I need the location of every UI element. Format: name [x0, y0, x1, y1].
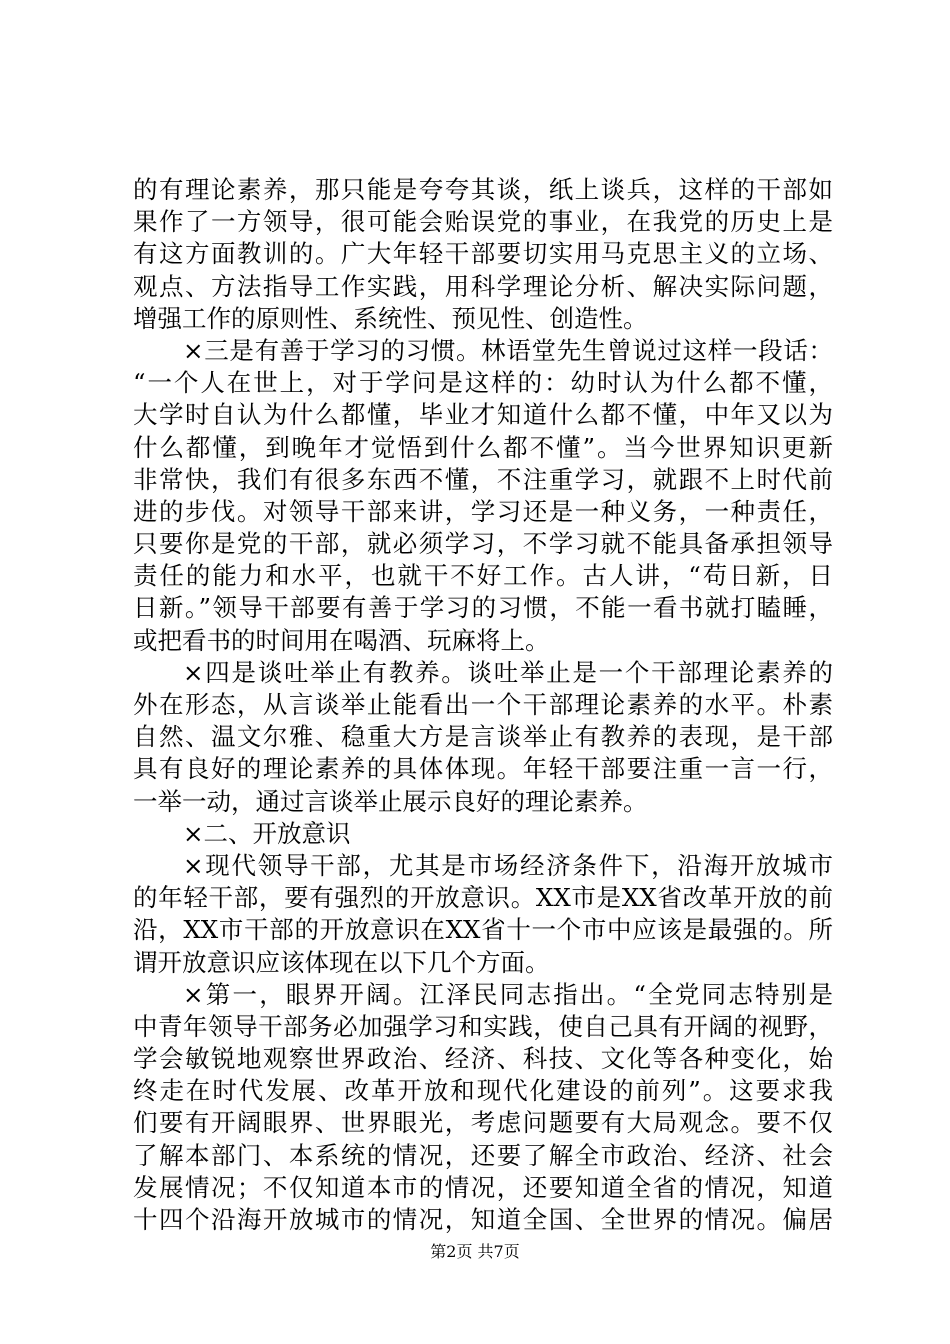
document-body [133, 174, 833, 1236]
text-line: 的年轻干部，要有强烈的开放意识。XX市是XX省改革开放的前 [133, 883, 833, 913]
text-line: 终走在时代发展、改革开放和现代化建设的前列”。这要求我 [133, 1076, 833, 1106]
text-line: 发展情况；不仅知道本市的情况，还要知道全省的情况，知道 [133, 1172, 833, 1202]
text-line: 日新。”领导干部要有善于学习的习惯，不能一看书就打瞌睡， [133, 593, 833, 623]
text-line: 的有理论素养，那只能是夸夸其谈，纸上谈兵，这样的干部如 [133, 175, 833, 204]
text-line: 们要有开阔眼界、世界眼光，考虑问题要有大局观念。要不仅 [133, 1108, 833, 1138]
text-line: ×三是有善于学习的习惯。林语堂先生曾说过这样一段话： [183, 335, 833, 365]
text-line: 大学时自认为什么都懂，毕业才知道什么都不懂，中年又以为 [133, 400, 833, 430]
text-line: 果作了一方领导，很可能会贻误党的事业，在我党的历史上是 [133, 207, 833, 237]
text-line: 学会敏锐地观察世界政治、经济、科技、文化等各种变化，始 [133, 1044, 833, 1074]
text-line: ×第一，眼界开阔。江泽民同志指出。“全党同志特别是 [183, 979, 833, 1009]
text-line: 只要你是党的干部，就必须学习，不学习就不能具备承担领导 [133, 529, 833, 559]
text-line: 什么都懂，到晚年才觉悟到什么都不懂”。当今世界知识更新 [133, 432, 833, 462]
text-line: “一个人在世上，对于学问是这样的：幼时认为什么都不懂， [133, 368, 833, 398]
text-line: 了解本部门、本系统的情况，还要了解全市政治、经济、社会 [133, 1140, 833, 1170]
text-line: 谓开放意识应该体现在以下几个方面。 [133, 947, 550, 977]
text-line: ×四是谈吐举止有教养。谈吐举止是一个干部理论素养的 [183, 657, 833, 687]
text-line: 进的步伐。对领导干部来讲，学习还是一种义务，一种责任， [133, 496, 833, 526]
text-line: ×二、开放意识 [183, 818, 351, 848]
text-line: 或把看书的时间用在喝酒、玩麻将上。 [133, 625, 550, 655]
text-line: 沿，XX市干部的开放意识在XX省十一个市中应该是最强的。所 [133, 915, 833, 945]
text-line: 一举一动，通过言谈举止展示良好的理论素养。 [133, 786, 648, 816]
text-line: ×现代领导干部，尤其是市场经济条件下，沿海开放城市 [183, 850, 833, 880]
text-line: 十四个沿海开放城市的情况，知道全国、全世界的情况。偏居 [133, 1205, 833, 1234]
page-number-footer: 第2页 共7页 [430, 1242, 520, 1261]
text-line: 观点、方法指导工作实践，用科学理论分析、解决实际问题， [133, 271, 833, 301]
text-line: 外在形态，从言谈举止能看出一个干部理论素养的水平。朴素 [133, 690, 833, 719]
text-line: 责任的能力和水平，也就干不好工作。古人讲，“苟日新，日 [133, 561, 833, 591]
text-line: 中青年领导干部务必加强学习和实践，使自己具有开阔的视野， [133, 1011, 833, 1041]
text-line: 有这方面教训的。广大年轻干部要切实用马克思主义的立场、 [133, 239, 833, 269]
text-line: 增强工作的原则性、系统性、预见性、创造性。 [133, 303, 648, 333]
text-line: 具有良好的理论素养的具体体现。年轻干部要注重一言一行， [133, 754, 833, 784]
text-line: 自然、温文尔雅、稳重大方是言谈举止有教养的表现，是干部 [133, 722, 833, 752]
text-line: 非常快，我们有很多东西不懂，不注重学习，就跟不上时代前 [133, 464, 833, 494]
